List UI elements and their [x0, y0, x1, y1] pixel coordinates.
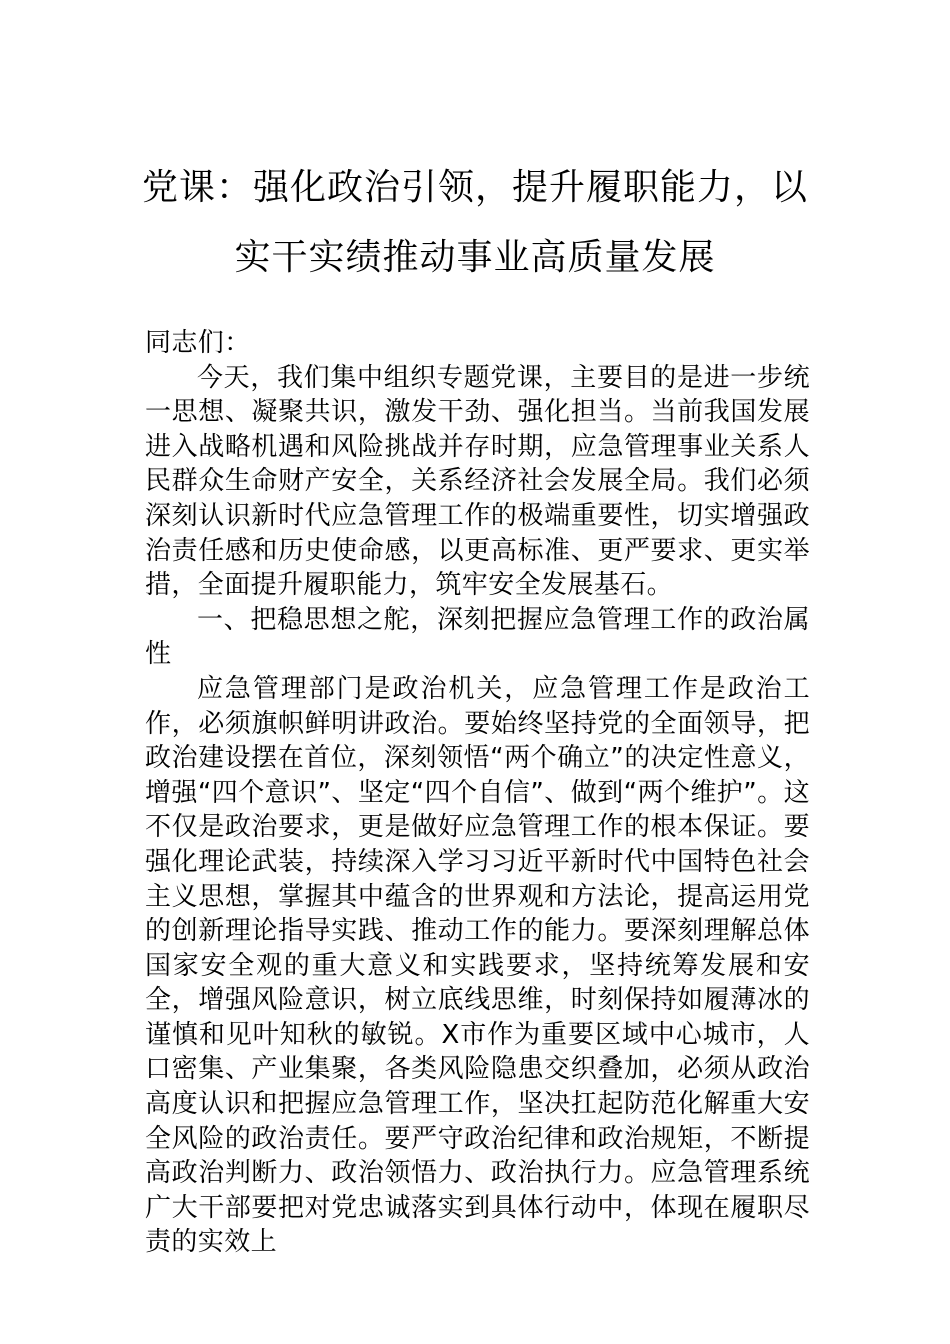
document-title-line-1: 党课：强化政治引领，提升履职能力，以 — [141, 167, 808, 208]
document-title-line-2: 实干实绩推动事业高质量发展 — [234, 237, 716, 278]
section-heading-1: 一、把稳思想之舵，深刻把握应急管理工作的政治属性 — [145, 604, 810, 670]
salutation: 同志们： — [145, 328, 251, 358]
intro-paragraph: 今天，我们集中组织专题党课，主要目的是进一步统一思想、凝聚共识，激发干劲、强化担当。当前我国发展进入战略机遇和风险挑战并存时期，应急管理事业关系人民群众生命财产安全，关系经济社会发展全局。我们必须深刻认识新时代应急管理工作的极端重要性，切实增强政治责任感和历史使命感，以更高标准、更严要求、更实举措，全面提升履职能力，筑牢安全发展基石。 — [145, 362, 810, 601]
section-1-paragraph: 应急管理部门是政治机关，应急管理工作是政治工作，必须旗帜鲜明讲政治。要始终坚持党的全面领导，把政治建设摆在首位，深刻领悟“两个确立”的决定性意义，增强“四个意识”、坚定“四个自信”、做到“两个维护”。这不仅是政治要求，更是做好应急管理工作的根本保证。要强化理论武装，持续深入学习习近平新时代中国特色社会主义思想，掌握其中蕴含的世界观和方法论，提高运用党的创新理论指导实践、推动工作的能力。要深刻理解总体国家安全观的重大意义和实践要求，坚持统筹发展和安全，增强风险意识，树立底线思维，时刻保持如履薄冰的谨慎和见叶知秋的敏锐。X市作为重要区域中心城市，人口密集、产业集聚，各类风险隐患交织叠加，必须从政治高度认识和把握应急管理工作，坚决扛起防范化解重大安全风险的政治责任。要严守政治纪律和政治规矩，不断提高政治判断力、政治领悟力、政治执行力。应急管理系统广大干部要把对党忠诚落实到具体行动中，体现在履职尽责的实效上 — [145, 673, 810, 1258]
document-body — [145, 326, 810, 1260]
